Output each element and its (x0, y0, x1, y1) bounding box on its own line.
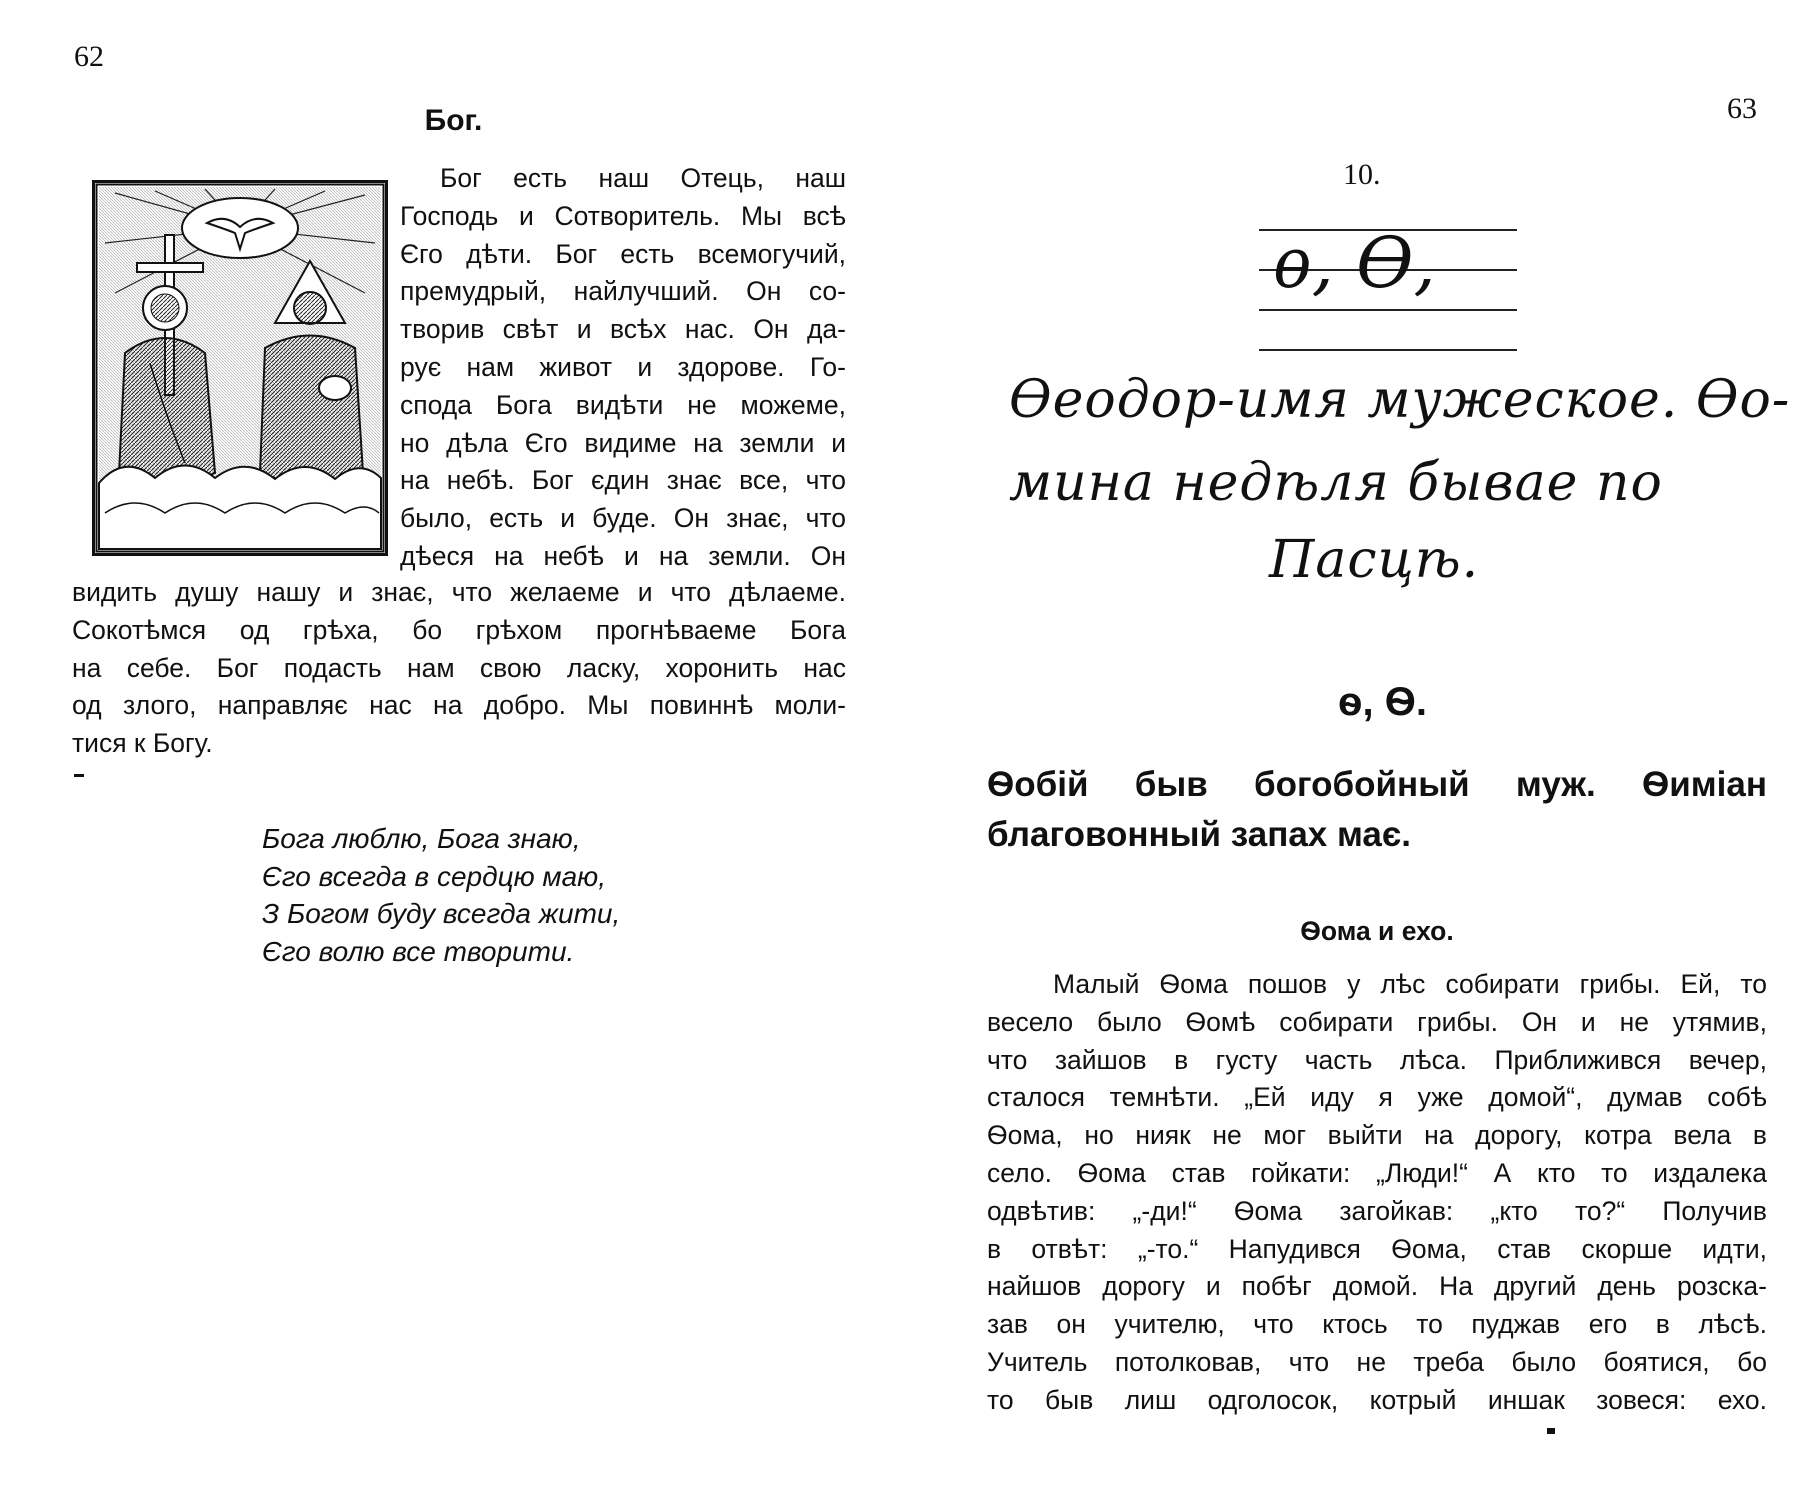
text-line: рує нам живот и здорове. Го- (400, 351, 846, 382)
page-title-text: Бог. (424, 104, 483, 137)
bold-line: благовонный запах має. (987, 815, 1411, 854)
story-paragraph (987, 966, 1767, 1420)
poem (262, 820, 620, 970)
poem-line: Єго волю все творити. (262, 935, 575, 967)
text-line: Господь и Сотворитель. Мы всѣ (400, 200, 846, 231)
text-line: од злого, направляє нас на добро. Мы повиннѣ моли- (72, 690, 846, 721)
poem-line: Єго всегда в сердцю маю, (262, 860, 607, 892)
page-number-right: 63 (1727, 92, 1757, 125)
text-line: что зайшов в густу часть лѣса. Приближився вечер, (987, 1044, 1767, 1075)
text-line: Бог есть наш Отець, наш (440, 163, 846, 193)
text-line: найшов дорогу и побѣг домой. На другий день розска- (987, 1271, 1767, 1302)
story-title: Ѳома и ехо. (1300, 916, 1454, 946)
page-number-left: 62 (74, 40, 104, 73)
woodcut-illustration (95, 183, 385, 553)
script-line: мина недѣля бывае по (1009, 453, 1663, 513)
text-line: зав он учителю, что ктось то пуджав его в лѣсѣ. (987, 1309, 1767, 1340)
text-line: творив свѣт и всѣх нас. Он да- (400, 314, 846, 345)
print-speck (74, 774, 84, 777)
trinity-woodcut-image (92, 180, 388, 556)
print-letters: ѳ, Ѳ. (1338, 680, 1427, 724)
print-speck (1547, 1428, 1555, 1434)
text-line: сталося темнѣти. „Ей иду я уже домой“, думав собѣ (987, 1082, 1767, 1113)
poem-line: Бога люблю, Бога знаю, (262, 823, 581, 854)
text-line: на небѣ. Бог єдин знає все, что (400, 465, 846, 496)
text-line: Учитель потолковав, что не треба было боятися, бо (987, 1346, 1767, 1377)
text-line: тися к Богу. (72, 728, 213, 759)
script-line: Пасцѣ. (1269, 530, 1480, 590)
lesson-number: 10. (1343, 158, 1381, 191)
text-line: село. Ѳома став гойкати: „Люди!“ А кто то издалека (987, 1157, 1767, 1188)
right-page (907, 0, 1814, 1500)
text-line: Сокотѣмся од грѣха, бо грѣхом прогнѣваеме Бога (72, 614, 846, 645)
text-line: премудрый, найлучший. Он со- (400, 276, 846, 307)
text-line: дѣеся на небѣ и на земли. Он (400, 540, 846, 571)
script-letters: ѳ, Ѳ, (1273, 222, 1436, 304)
text-line: в отвѣт: „-то.“ Напудився Ѳома, став скорше идти, (987, 1233, 1767, 1264)
paragraph-upper (400, 160, 846, 576)
text-line: одвѣтив: „-ди!“ Ѳома загойкав: „кто то?“ Получив (987, 1195, 1767, 1226)
bold-example-sentences (987, 760, 1767, 860)
script-line: Ѳеодор-имя мужеское. Ѳо- (1009, 370, 1791, 430)
text-line: Ѳома, но нияк не мог выйти на дорогу, котра вела в (987, 1120, 1767, 1151)
text-line: на себе. Бог подасть нам свою ласку, хоронить нас (72, 652, 846, 683)
page-title (0, 104, 907, 138)
paragraph-lower (72, 574, 846, 763)
text-line: спода Бога видѣти не можеме, (400, 389, 846, 420)
bold-line: Ѳобій быв богобойный муж. Ѳиміан (987, 765, 1767, 804)
poem-line: З Богом буду всегда жити, (262, 898, 621, 929)
text-line: то быв лиш одголосок, котрый иншак зовеся: ехо. (987, 1384, 1767, 1415)
text-line: Єго дѣти. Бог есть всемогучий, (400, 238, 846, 269)
text-line: было, есть и буде. Он знає, что (400, 503, 846, 534)
text-line: но дѣла Єго видиме на земли и (400, 427, 846, 458)
text-line: Малый Ѳома пошов у лѣс собирати грибы. Ей, то (1053, 969, 1767, 999)
text-line: видить душу нашу и знає, что желаеме и что дѣлаеме. (72, 577, 846, 607)
text-line: весело было Ѳомѣ собирати грибы. Он и не утямив, (987, 1006, 1767, 1037)
